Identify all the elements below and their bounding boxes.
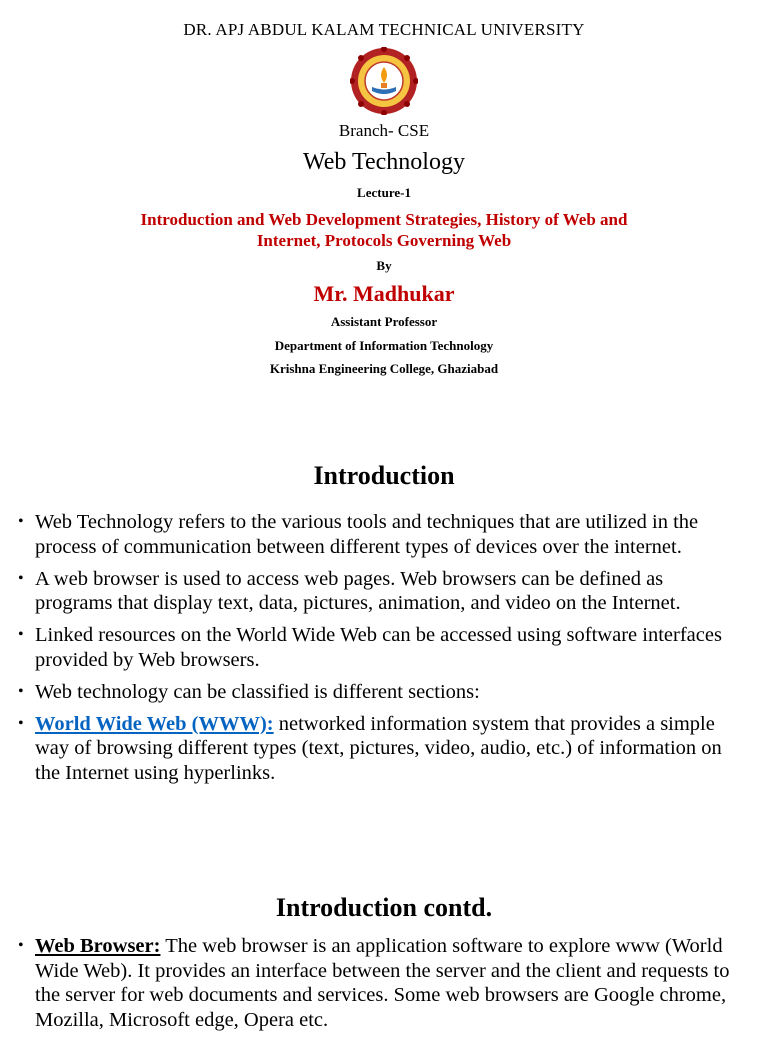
university-name: DR. APJ ABDUL KALAM TECHNICAL UNIVERSITY	[183, 20, 585, 39]
author-role: Assistant Professor	[330, 314, 438, 329]
course-title: Web Technology	[303, 149, 465, 175]
lecture-topic	[0, 209, 768, 251]
branch-label: Branch- CSE	[338, 121, 430, 140]
topic-line-2: Internet, Protocols Governing Web	[256, 231, 512, 250]
university-seal-icon	[350, 47, 418, 115]
www-link[interactable]: World Wide Web (WWW):	[35, 712, 274, 735]
bullet-icon: •	[18, 626, 24, 643]
list-item	[18, 712, 738, 786]
www-description: networked information system that provides a simple way of browsing different types (text, pictures, video, audio, etc.) of information on the Internet using hyperlinks.	[35, 712, 722, 784]
web-browser-description: The web browser is an application software to explore www (World Wide Web). It provides an interface between the server and the client and requests to the server for web documents and services. Some web browsers are Google chrome, Mozilla, Microsoft edge, Opera etc.	[35, 935, 730, 1031]
section-title-introduction-contd: Introduction contd.	[275, 893, 493, 922]
bullet-icon: •	[18, 682, 24, 700]
list-item: • Web technology can be classified is different sections:	[18, 680, 480, 703]
author-college: Krishna Engineering College, Ghaziabad	[269, 361, 499, 376]
by-label: By	[376, 258, 392, 273]
list-item: • Web Technology refers to the various tools and techniques that are utilized in the process of communication between different types of devices over the internet.	[18, 511, 699, 558]
introduction-bullet-list	[18, 510, 738, 793]
lecture-number: Lecture-1	[357, 185, 411, 200]
list-item: • Linked resources on the World Wide Web can be accessed using software interfaces provided by Web browsers.	[18, 624, 722, 671]
topic-line-1: Introduction and Web Development Strategies, History of Web and	[140, 210, 628, 229]
bullet-icon: •	[18, 569, 24, 587]
author-department: Department of Information Technology	[274, 338, 494, 353]
section-title-introduction: Introduction	[313, 461, 455, 490]
list-item	[18, 934, 738, 1032]
web-browser-term: Web Browser:	[35, 935, 161, 957]
author-name: Mr. Madhukar	[313, 281, 455, 306]
bullet-icon: •	[18, 513, 24, 530]
bullet-icon: •	[18, 714, 24, 732]
list-item: • A web browser is used to access web pages. Web browsers can be defined as programs that display text, data, pictures, animation, and video on the Internet.	[18, 567, 681, 614]
bullet-icon: •	[18, 937, 24, 954]
